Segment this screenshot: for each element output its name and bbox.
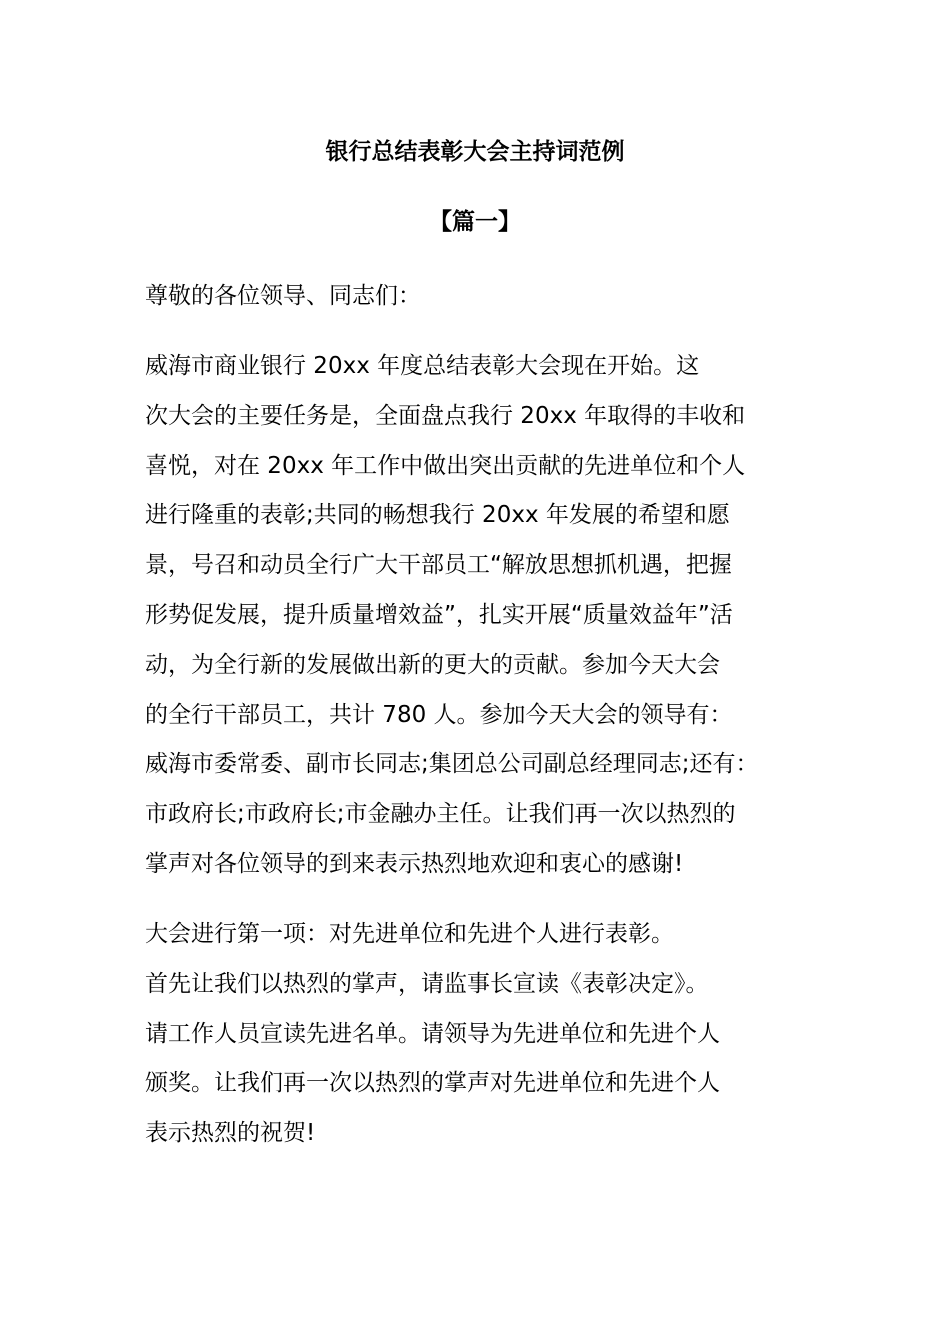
section-heading: 【篇一】 xyxy=(429,209,521,235)
paragraph-first-item: 大会进行第一项：对先进单位和先进个人进行表彰。 首先让我们以热烈的掌声，请监事长宣读《表彰决定》。 请工作人员宣读先进名单。请领导为先进单位和先进个人 颁奖。让我们再一次以热烈的掌声对先进单位和先进个人 表示热烈的祝贺! xyxy=(145,921,720,1147)
paragraph-greeting: 尊敬的各位领导、同志们： xyxy=(145,283,421,309)
paragraph-opening: 威海市商业银行 20xx 年度总结表彰大会现在开始。这 次大会的主要任务是，全面盘点我行 20xx 年取得的丰收和 喜悦，对在 20xx 年工作中做出突出贡献的先进单位和个人 进行隆重的表彰;共同的畅想我行 20xx 年发展的希望和愿 景，号召和动员全行广大干部员工“解放思想抓机遇，把握 形势促发展，提升质量增效益”，扎实开展“质量效益年”活 动，为全行新的发展做出新的更大的贡献。参加今天大会 的全行干部员工，共计 780 人。参加今天大会的领导有： 威海市委常委、副市长同志;集团总公司副总经理同志;还有： 市政府长;市政府长;市金融办主任。让我们再一次以热烈的 掌声对各位领导的到来表示热烈地欢迎和衷心的感谢! xyxy=(145,353,759,877)
document-title: 银行总结表彰大会主持词范例 xyxy=(325,139,625,165)
